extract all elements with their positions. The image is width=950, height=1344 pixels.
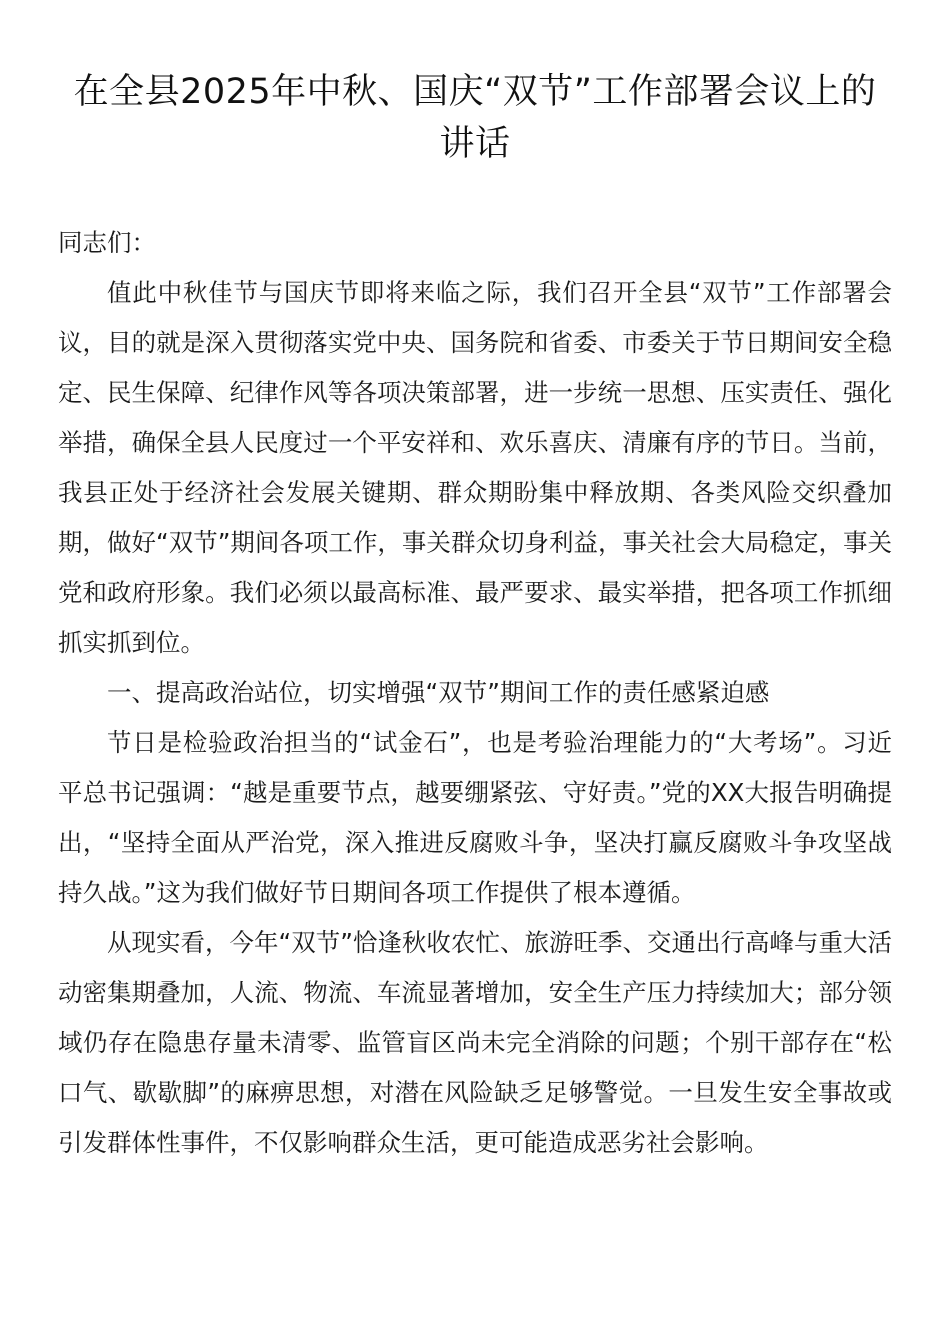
salutation: 同志们： <box>58 228 156 257</box>
paragraph-body: 从现实看，今年“双节”恰逢秋收农忙、旅游旺季、交通出行高峰与重大活动密集期叠加，人流、物流、车流显著增加，安全生产压力持续加大；部分领域仍存在隐患存量未清零、监管盲区尚未完全消除的问题；个别干部存在“松口气、歇歇脚”的麻痹思想，对潜在风险缺乏足够警觉。一旦发生安全事故或引发群体性事件，不仅影响群众生活，更可能造成恶劣社会影响。 <box>58 928 892 1157</box>
paragraph-body: 节日是检验政治担当的“试金石”，也是考验治理能力的“大考场”。习近平总书记强调：“越是重要节点，越要绷紧弦、守好责。”党的XX大报告明确提出，“坚持全面从严治党，深入推进反腐败斗争，坚决打赢反腐败斗争攻坚战持久战。”这为我们做好节日期间各项工作提供了根本遵循。 <box>58 728 892 907</box>
document-body <box>58 218 892 1168</box>
section-heading-1: 一、提高政治站位，切实增强“双节”期间工作的责任感紧迫感 <box>107 678 770 707</box>
paragraph-intro: 值此中秋佳节与国庆节即将来临之际，我们召开全县“双节”工作部署会议，目的就是深入贯彻落实党中央、国务院和省委、市委关于节日期间安全稳定、民生保障、纪律作风等各项决策部署，进一步统一思想、压实责任、强化举措，确保全县人民度过一个平安祥和、欢乐喜庆、清廉有序的节日。当前，我县正处于经济社会发展关键期、群众期盼集中释放期、各类风险交织叠加期，做好“双节”期间各项工作，事关群众切身利益，事关社会大局稳定，事关党和政府形象。我们必须以最高标准、最严要求、最实举措，把各项工作抓细抓实抓到位。 <box>58 278 892 657</box>
document-title: 在全县2025年中秋、国庆“双节”工作部署会议上的讲话 <box>73 72 877 164</box>
